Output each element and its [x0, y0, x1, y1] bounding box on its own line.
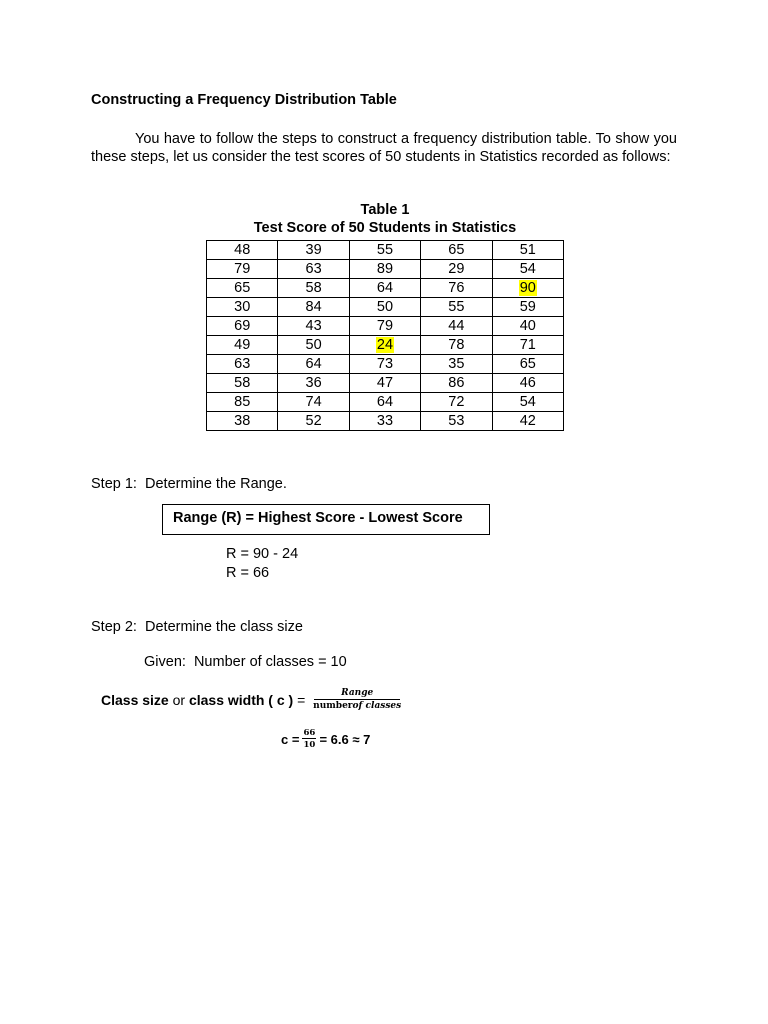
c-fraction-numerator: 66 — [303, 728, 316, 738]
score-table — [206, 240, 564, 431]
table-cell: 40 — [492, 317, 563, 336]
table-cell: 55 — [349, 241, 420, 260]
table-cell: 52 — [278, 412, 349, 431]
table-cell: 53 — [421, 412, 492, 431]
table-cell: 72 — [421, 393, 492, 412]
lowest-score-highlight: 24 — [376, 337, 394, 353]
table-cell: 36 — [278, 374, 349, 393]
section-heading: Constructing a Frequency Distribution Table — [91, 92, 397, 108]
table-cell: 46 — [492, 374, 563, 393]
table-cell: 49 — [207, 336, 278, 355]
table-cell: 64 — [278, 355, 349, 374]
class-size-result — [281, 728, 370, 750]
class-size-fraction — [313, 688, 401, 711]
table-cell: 76 — [421, 279, 492, 298]
intro-paragraph: You have to follow the steps to construct a frequency distribution table. To show you these steps, let us consider the test scores of 50 students in Statistics recorded as follows: — [91, 131, 677, 165]
table-cell: 38 — [207, 412, 278, 431]
table-cell: 51 — [492, 241, 563, 260]
table-cell: 33 — [349, 412, 420, 431]
step2-title: Step 2: Determine the class size — [91, 619, 303, 635]
table-cell: 84 — [278, 298, 349, 317]
c-label: c = — [281, 731, 300, 747]
table-cell: 64 — [349, 393, 420, 412]
table-row — [207, 412, 564, 431]
table-row — [207, 279, 564, 298]
table-cell: 50 — [349, 298, 420, 317]
table-cell: 30 — [207, 298, 278, 317]
table-row — [207, 374, 564, 393]
table-cell: 63 — [207, 355, 278, 374]
table-cell: 47 — [349, 374, 420, 393]
table-cell: 42 — [492, 412, 563, 431]
c-result-value: = 6.6 ≈ 7 — [319, 731, 371, 747]
table-cell: 39 — [278, 241, 349, 260]
given-number-of-classes: Given: Number of classes = 10 — [144, 654, 347, 670]
class-size-equals: = — [293, 691, 310, 708]
range-calc-line1: R = 90 - 24 — [226, 546, 299, 562]
table-cell: 85 — [207, 393, 278, 412]
table-row — [207, 241, 564, 260]
table-cell: 65 — [207, 279, 278, 298]
score-table-body — [207, 241, 564, 431]
table-cell: 35 — [421, 355, 492, 374]
table-cell: 59 — [492, 298, 563, 317]
class-width-label: class width ( c ) — [188, 691, 294, 708]
table-cell: 58 — [207, 374, 278, 393]
table-cell: 86 — [421, 374, 492, 393]
table-cell: 44 — [421, 317, 492, 336]
table-cell: 48 — [207, 241, 278, 260]
table-cell: 79 — [349, 317, 420, 336]
table-row — [207, 317, 564, 336]
table-caption-number: Table 1 — [360, 202, 410, 218]
table-cell — [492, 279, 563, 298]
table-row — [207, 336, 564, 355]
table-cell: 54 — [492, 260, 563, 279]
table-cell: 79 — [207, 260, 278, 279]
table-cell: 65 — [492, 355, 563, 374]
table-caption-title: Test Score of 50 Students in Statistics — [253, 220, 517, 236]
range-formula-box: Range (R) = Highest Score - Lowest Score — [162, 504, 490, 535]
range-calc-line2: R = 66 — [226, 565, 270, 581]
table-cell: 50 — [278, 336, 349, 355]
highest-score-highlight: 90 — [519, 280, 536, 296]
table-cell: 71 — [492, 336, 563, 355]
class-size-or: or — [168, 691, 189, 708]
table-cell: 65 — [421, 241, 492, 260]
table-cell: 73 — [349, 355, 420, 374]
class-size-label: Class size — [101, 691, 169, 708]
fraction-denominator-a: number — [313, 701, 353, 711]
table-cell: 55 — [421, 298, 492, 317]
table-cell: 69 — [207, 317, 278, 336]
table-cell: 64 — [349, 279, 420, 298]
fraction-numerator: Range — [314, 688, 400, 700]
table-cell: 29 — [421, 260, 492, 279]
table-cell: 63 — [278, 260, 349, 279]
step1-title: Step 1: Determine the Range. — [91, 476, 287, 492]
table-row — [207, 393, 564, 412]
table-row — [207, 355, 564, 374]
table-row — [207, 260, 564, 279]
table-cell: 74 — [278, 393, 349, 412]
fraction-denominator — [313, 700, 401, 711]
table-cell: 54 — [492, 393, 563, 412]
c-fraction-denominator: 10 — [303, 740, 316, 750]
table-cell: 58 — [278, 279, 349, 298]
c-fraction — [302, 728, 316, 750]
table-cell: 43 — [278, 317, 349, 336]
table-row — [207, 298, 564, 317]
table-cell: 78 — [421, 336, 492, 355]
fraction-denominator-b: of classes — [352, 701, 402, 711]
class-size-formula — [101, 688, 401, 711]
table-cell — [349, 336, 420, 355]
table-cell: 89 — [349, 260, 420, 279]
